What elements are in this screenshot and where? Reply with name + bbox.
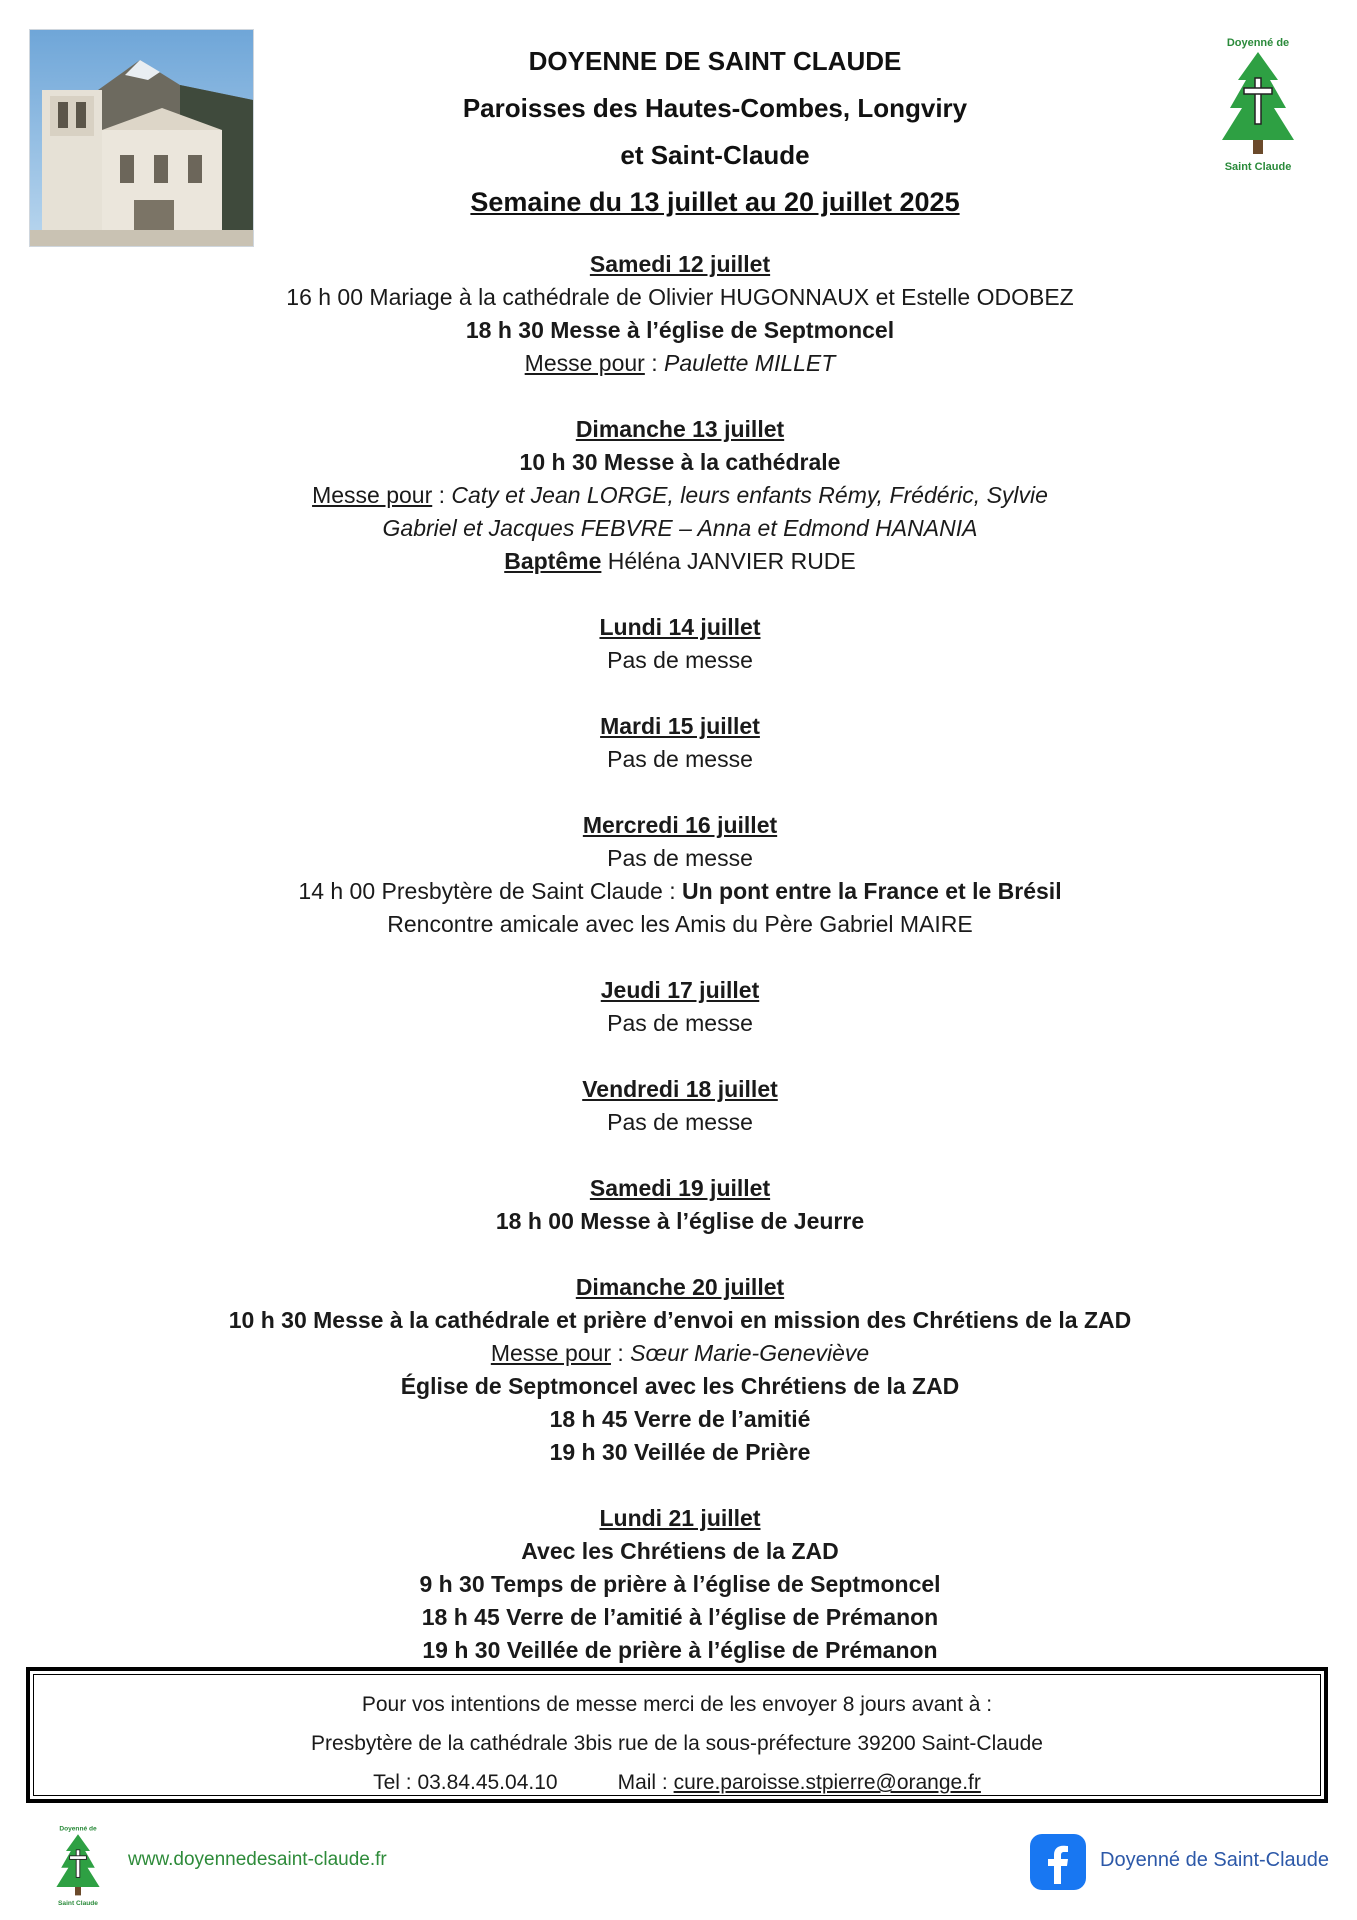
parishes-line-1: Paroisses des Hautes-Combes, Longviry xyxy=(462,93,968,123)
mass-intention xyxy=(100,1337,1260,1370)
event-line: Pas de messe xyxy=(607,1109,753,1135)
day-title: Mercredi 16 juillet xyxy=(582,812,778,838)
event-line: 19 h 30 Veillée de prière à l’église de Prémanon xyxy=(422,1637,938,1663)
day-title: Lundi 21 juillet xyxy=(599,1505,761,1531)
day-mercredi-16 xyxy=(100,809,1260,941)
event-line: Rencontre amicale avec les Amis du Père Gabriel MAIRE xyxy=(387,911,973,937)
day-mardi-15 xyxy=(100,710,1260,776)
separator: : xyxy=(610,1340,631,1366)
day-dimanche-13 xyxy=(100,413,1260,578)
mass-intention-names: Sœur Marie-Geneviève xyxy=(630,1340,870,1366)
contact-box xyxy=(26,1667,1328,1803)
doyenne-logo xyxy=(1208,32,1308,178)
event-line: Église de Septmoncel avec les Chrétiens de la ZAD xyxy=(400,1373,960,1399)
day-lundi-14 xyxy=(100,611,1260,677)
event-line: Pas de messe xyxy=(607,1010,753,1036)
mass-intention xyxy=(100,479,1260,512)
event-line: 10 h 30 Messe à la cathédrale xyxy=(519,449,841,475)
separator: : xyxy=(644,350,665,376)
day-dimanche-20 xyxy=(100,1271,1260,1469)
day-title: Mardi 15 juillet xyxy=(600,713,760,739)
day-title: Vendredi 18 juillet xyxy=(582,1076,778,1102)
contact-phone: Tel : 03.84.45.04.10 xyxy=(373,1771,558,1794)
mass-intention-names: Caty et Jean LORGE, leurs enfants Rémy, Frédéric, Sylvie xyxy=(451,482,1048,508)
mass-intention-names-continued: Gabriel et Jacques FEBVRE – Anna et Edmond HANANIA xyxy=(382,515,978,541)
header xyxy=(270,38,1160,226)
baptism-name: Héléna JANVIER RUDE xyxy=(601,548,856,574)
event-text: 14 h 00 Presbytère de Saint Claude : xyxy=(298,878,682,904)
mass-intention xyxy=(100,347,1260,380)
event-line: Pas de messe xyxy=(607,647,753,673)
event-line: 18 h 45 Verre de l’amitié xyxy=(549,1406,811,1432)
doyenne-logo-small xyxy=(48,1822,108,1910)
event-line: 19 h 30 Veillée de Prière xyxy=(549,1439,811,1465)
day-title: Jeudi 17 juillet xyxy=(600,977,760,1003)
day-title: Lundi 14 juillet xyxy=(599,614,761,640)
event-line: 16 h 00 Mariage à la cathédrale de Olivier HUGONNAUX et Estelle ODOBEZ xyxy=(286,284,1074,310)
mass-intention-names: Paulette MILLET xyxy=(664,350,836,376)
day-title: Samedi 12 juillet xyxy=(589,251,771,277)
diocese-title: DOYENNE DE SAINT CLAUDE xyxy=(528,46,902,76)
contact-phone-mail xyxy=(34,1763,1320,1802)
event-line: 18 h 45 Verre de l’amitié à l’église de Prémanon xyxy=(421,1604,939,1630)
day-samedi-19 xyxy=(100,1172,1260,1238)
facebook-icon[interactable] xyxy=(1030,1834,1086,1890)
day-jeudi-17 xyxy=(100,974,1260,1040)
event-highlight: Un pont entre la France et le Brésil xyxy=(681,878,1062,904)
mass-intention-label: Messe pour xyxy=(524,350,645,376)
event-line xyxy=(100,875,1260,908)
event-line: 10 h 30 Messe à la cathédrale et prière d’envoi en mission des Chrétiens de la ZAD xyxy=(228,1307,1132,1333)
day-vendredi-18 xyxy=(100,1073,1260,1139)
svg-text:Saint Claude: Saint Claude xyxy=(1224,161,1292,173)
svg-text:Saint Claude: Saint Claude xyxy=(58,1900,98,1907)
event-line: Pas de messe xyxy=(607,845,753,871)
cathedral-photo xyxy=(29,29,254,247)
day-title: Samedi 19 juillet xyxy=(589,1175,771,1201)
facebook-page-link[interactable]: Doyenné de Saint-Claude xyxy=(1100,1849,1330,1871)
schedule xyxy=(100,248,1260,1700)
svg-text:Doyenné de: Doyenné de xyxy=(59,1825,97,1833)
separator: : xyxy=(432,482,452,508)
day-lundi-21 xyxy=(100,1502,1260,1667)
event-line: 18 h 30 Messe à l’église de Septmoncel xyxy=(465,317,895,343)
event-line: 9 h 30 Temps de prière à l’église de Septmoncel xyxy=(419,1571,941,1597)
contact-mail-label: Mail : xyxy=(617,1771,674,1794)
contact-box-inner xyxy=(33,1674,1321,1796)
baptism-line xyxy=(100,545,1260,578)
svg-text:Doyenné de: Doyenné de xyxy=(1226,37,1290,49)
event-line: Avec les Chrétiens de la ZAD xyxy=(521,1538,839,1564)
website-link[interactable]: www.doyennedesaint-claude.fr xyxy=(128,1849,387,1870)
day-samedi-12 xyxy=(100,248,1260,380)
event-line: 18 h 00 Messe à l’église de Jeurre xyxy=(495,1208,865,1234)
event-line: Pas de messe xyxy=(607,746,753,772)
mass-intention-label: Messe pour xyxy=(490,1340,611,1366)
day-title: Dimanche 20 juillet xyxy=(575,1274,785,1300)
contact-address: Presbytère de la cathédrale 3bis rue de la sous-préfecture 39200 Saint-Claude xyxy=(311,1732,1043,1755)
week-title: Semaine du 13 juillet au 20 juillet 2025 xyxy=(470,187,960,217)
contact-intro: Pour vos intentions de messe merci de les envoyer 8 jours avant à : xyxy=(361,1693,993,1716)
day-title: Dimanche 13 juillet xyxy=(575,416,785,442)
parishes-line-2: et Saint-Claude xyxy=(620,140,810,170)
mass-intention-label: Messe pour xyxy=(312,482,433,508)
baptism-label: Baptême xyxy=(504,548,602,574)
contact-email-link[interactable]: cure.paroisse.stpierre@orange.fr xyxy=(673,1771,981,1794)
